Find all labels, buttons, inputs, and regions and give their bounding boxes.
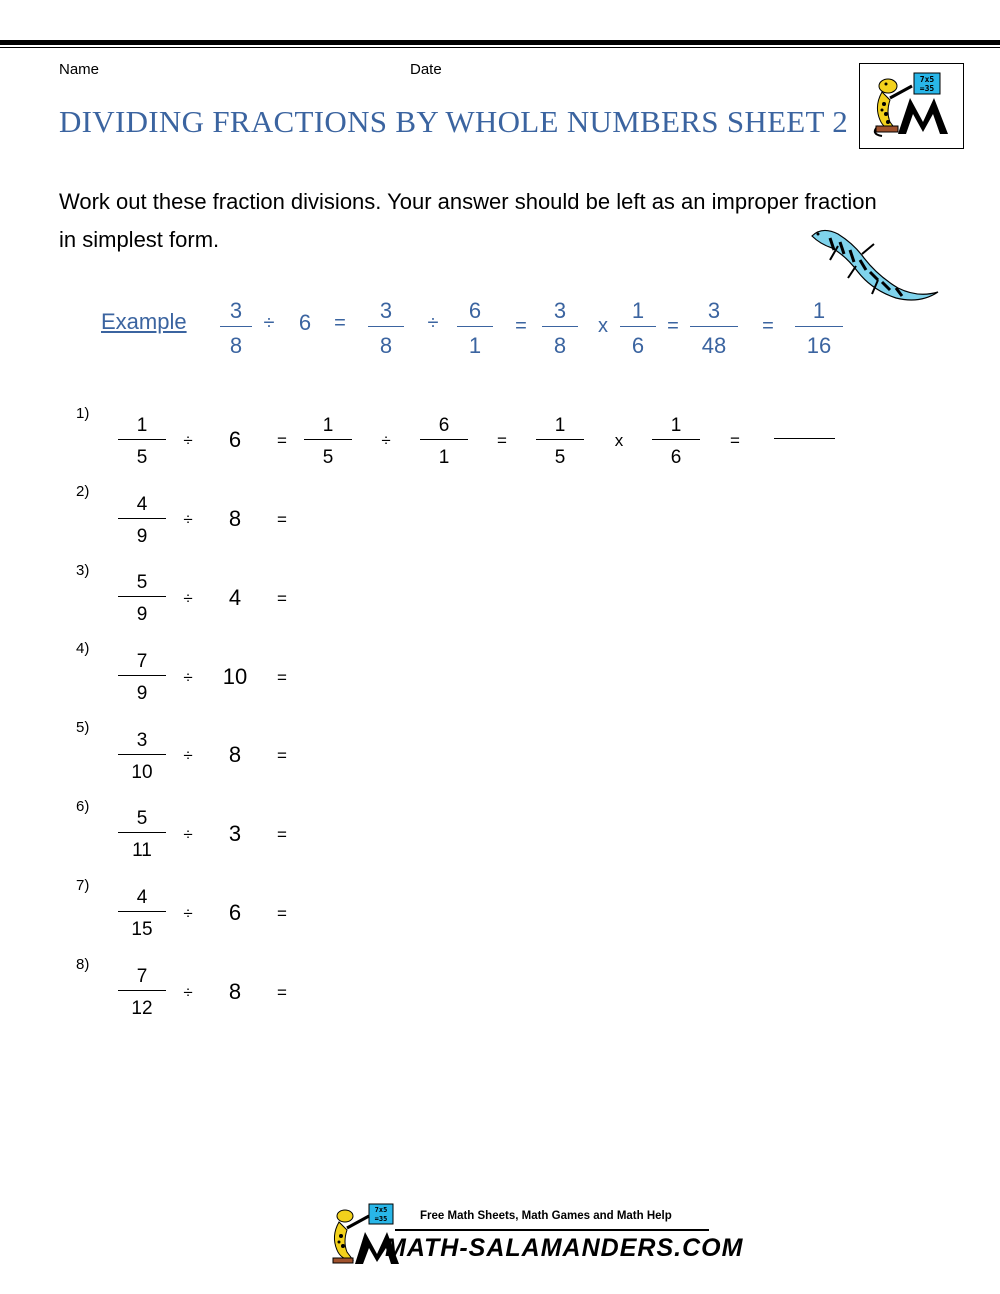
whole-number: 6: [228, 427, 242, 452]
equals-symbol: =: [277, 904, 287, 923]
example-fraction-4: [542, 300, 578, 357]
page-title: DIVIDING FRACTIONS BY WHOLE NUMBERS SHEET 2: [59, 104, 849, 139]
numerator: 6: [468, 298, 482, 323]
whole-number: 8: [228, 742, 242, 767]
equals-symbol: =: [277, 825, 287, 844]
denominator: 16: [806, 333, 832, 358]
top-rule-thin: [0, 47, 1000, 48]
example-label: Example: [101, 309, 187, 334]
question-fraction: [118, 573, 166, 624]
denominator: 1: [438, 447, 450, 468]
equals-symbol: =: [497, 431, 507, 450]
divide-symbol: ÷: [427, 312, 439, 334]
denominator: 8: [379, 333, 393, 358]
worked-fraction-4: [536, 416, 584, 467]
denominator: 5: [554, 447, 566, 468]
divide-symbol: ÷: [183, 825, 193, 844]
divide-symbol: ÷: [381, 431, 391, 450]
numerator: 5: [136, 572, 148, 593]
divide-symbol: ÷: [183, 510, 193, 529]
equals-symbol: =: [277, 746, 287, 765]
footer-brand: MATH-SALAMANDERS.COM: [385, 1234, 744, 1262]
example-fraction-6: [690, 300, 738, 357]
denominator: 48: [701, 333, 727, 358]
math-salamanders-logo: [859, 63, 964, 149]
question-number: 7): [76, 877, 90, 894]
question-number: 8): [76, 956, 90, 973]
denominator: 11: [132, 840, 152, 861]
worked-fraction-5: [652, 416, 700, 467]
whole-number: 8: [228, 979, 242, 1004]
question-fraction: [118, 888, 166, 939]
example-fraction-2: [368, 300, 404, 357]
denominator: 9: [136, 683, 148, 704]
numerator: 3: [136, 730, 148, 751]
logo-sign-line-1: 7x5: [919, 75, 935, 84]
example-fraction-3: [457, 300, 493, 357]
denominator: 5: [136, 447, 148, 468]
numerator: 1: [812, 298, 826, 323]
multiply-symbol: x: [614, 431, 624, 450]
question-fraction: [118, 731, 166, 782]
divide-symbol: ÷: [183, 904, 193, 923]
numerator: 3: [229, 298, 243, 323]
question-number: 4): [76, 640, 90, 657]
whole-number: 8: [228, 506, 242, 531]
numerator: 5: [136, 808, 148, 829]
question-number: 6): [76, 798, 90, 815]
denominator: 5: [322, 447, 334, 468]
question-number: 3): [76, 562, 90, 579]
question-fraction: [118, 809, 166, 860]
numerator: 3: [553, 298, 567, 323]
divide-symbol: ÷: [183, 431, 193, 450]
denominator: 10: [131, 762, 153, 783]
worked-fraction-2: [304, 416, 352, 467]
date-label: Date: [410, 61, 442, 78]
footer-tagline: Free Math Sheets, Math Games and Math Help: [420, 1210, 672, 1222]
footer-rule: [395, 1229, 709, 1231]
name-label: Name: [59, 61, 100, 78]
numerator: 3: [379, 298, 393, 323]
logo-sign-line-2: =35: [919, 84, 935, 93]
instructions: Work out these fraction divisions. Your answer should be left as an improper fraction in simplest form.: [59, 189, 877, 252]
denominator: 9: [136, 604, 148, 625]
example-fraction-1: [220, 300, 252, 357]
numerator: 1: [631, 298, 645, 323]
divide-symbol: ÷: [183, 983, 193, 1002]
denominator: 8: [553, 333, 567, 358]
numerator: 4: [136, 887, 148, 908]
salamander-teacher-icon: [860, 64, 963, 148]
worked-fraction-3: [420, 416, 468, 467]
salamander-icon: [808, 222, 940, 304]
question-fraction: [118, 416, 166, 467]
denominator: 8: [229, 333, 243, 358]
divide-symbol: ÷: [183, 668, 193, 687]
question-number: 2): [76, 483, 90, 500]
denominator: 6: [631, 333, 645, 358]
question-fraction: [118, 495, 166, 546]
multiply-symbol: x: [598, 315, 608, 337]
question-number: 5): [76, 719, 90, 736]
numerator: 1: [670, 415, 682, 436]
numerator: 3: [707, 298, 721, 323]
divide-symbol: ÷: [263, 312, 275, 334]
equals-symbol: =: [515, 315, 527, 337]
denominator: 12: [131, 998, 153, 1019]
example-answer-fraction: [795, 300, 843, 357]
denominator: 9: [136, 526, 148, 547]
equals-symbol: =: [277, 510, 287, 529]
equals-symbol: =: [277, 983, 287, 1002]
numerator: 7: [136, 651, 148, 672]
denominator: 6: [670, 447, 682, 468]
footer-logo-sign-line-1: 7x5: [374, 1206, 388, 1214]
whole-number: 10: [222, 664, 248, 689]
divide-symbol: ÷: [183, 746, 193, 765]
footer-logo: [325, 1198, 744, 1270]
equals-symbol: =: [277, 589, 287, 608]
answer-line: [774, 438, 835, 439]
whole-number: 3: [228, 821, 242, 846]
divide-symbol: ÷: [183, 589, 193, 608]
top-rule-thick: [0, 40, 1000, 45]
whole-number: 6: [228, 900, 242, 925]
example-fraction-5: [620, 300, 656, 357]
numerator: 7: [136, 966, 148, 987]
equals-symbol: =: [762, 315, 774, 337]
question-fraction: [118, 652, 166, 703]
numerator: 6: [438, 415, 450, 436]
numerator: 1: [322, 415, 334, 436]
numerator: 1: [136, 415, 148, 436]
footer-logo-sign-line-2: =35: [374, 1215, 388, 1223]
denominator: 15: [131, 919, 153, 940]
whole-number: 4: [228, 585, 242, 610]
numerator: 4: [136, 494, 148, 515]
equals-symbol: =: [277, 431, 287, 450]
equals-symbol: =: [667, 315, 679, 337]
question-fraction: [118, 967, 166, 1018]
numerator: 1: [554, 415, 566, 436]
equals-symbol: =: [334, 312, 346, 334]
denominator: 1: [468, 333, 482, 358]
equals-symbol: =: [730, 431, 740, 450]
question-number: 1): [76, 405, 90, 422]
whole-number: 6: [298, 310, 312, 335]
equals-symbol: =: [277, 668, 287, 687]
